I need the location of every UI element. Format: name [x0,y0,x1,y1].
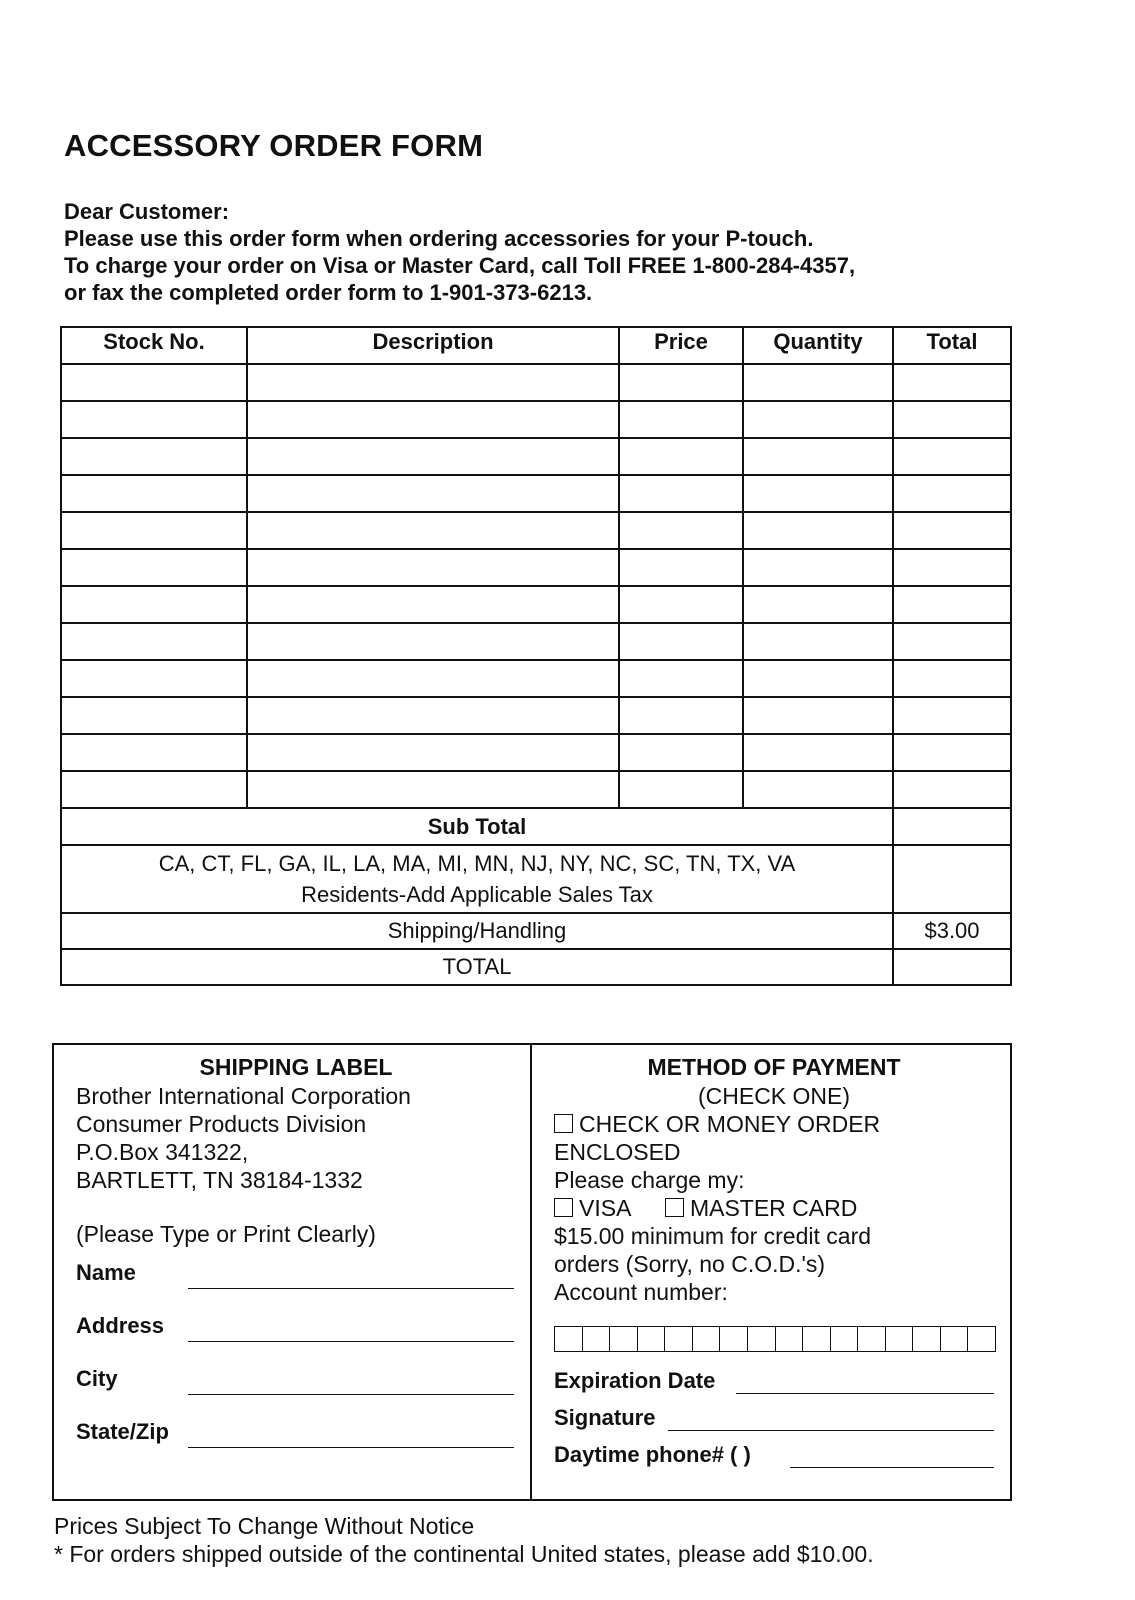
spacer [76,1194,516,1220]
state-zip-input-line[interactable] [188,1447,514,1448]
account-digit-box[interactable] [941,1327,969,1351]
payment-subheading: (CHECK ONE) [697,1083,851,1109]
account-digit-box[interactable] [720,1327,748,1351]
print-instruction: (Please Type or Print Clearly) [76,1221,376,1247]
total-cell[interactable] [893,475,1011,512]
quantity-cell[interactable] [743,771,893,808]
name-field [76,1248,516,1301]
stock-no-cell[interactable] [61,771,247,808]
stock-no-cell[interactable] [61,401,247,438]
price-cell[interactable] [619,438,743,475]
intro-line-phone: To charge your order on Visa or Master Card, call Toll FREE 1-800-284-4357, [64,253,856,278]
expiration-input-line[interactable] [736,1393,994,1394]
price-cell[interactable] [619,549,743,586]
account-digit-box[interactable] [748,1327,776,1351]
phone-input-line[interactable] [790,1467,994,1468]
account-digit-box[interactable] [693,1327,721,1351]
quantity-cell[interactable] [743,623,893,660]
address-city-state: BARTLETT, TN 38184-1332 [76,1167,363,1193]
table-row [61,660,1011,697]
price-cell[interactable] [619,512,743,549]
payment-heading: METHOD OF PAYMENT [647,1054,901,1080]
shipping-label: Shipping/Handling [61,913,893,949]
price-cell[interactable] [619,771,743,808]
visa-checkbox[interactable] [554,1198,573,1217]
account-digit-box[interactable] [665,1327,693,1351]
account-digit-box[interactable] [583,1327,611,1351]
stock-no-cell[interactable] [61,586,247,623]
charge-label: Please charge my: [554,1167,745,1193]
footer-notes [54,1512,874,1568]
account-number-boxes[interactable] [554,1326,996,1352]
quantity-cell[interactable] [743,401,893,438]
intro-line-greeting: Dear Customer: [64,199,230,224]
quantity-cell[interactable] [743,660,893,697]
city-input-line[interactable] [188,1394,514,1395]
table-row [61,697,1011,734]
table-row [61,401,1011,438]
account-digit-box[interactable] [555,1327,583,1351]
expiration-label: Expiration Date [554,1368,716,1393]
payment-section [554,1053,994,1471]
description-cell[interactable] [247,438,619,475]
quantity-cell[interactable] [743,734,893,771]
total-cell[interactable] [893,586,1011,623]
state-zip-field [76,1407,516,1460]
price-change-note: Prices Subject To Change Without Notice [54,1513,475,1539]
price-cell[interactable] [619,586,743,623]
intro-text [64,198,855,306]
check-option-label-2: ENCLOSED [554,1139,681,1165]
account-digit-box[interactable] [913,1327,941,1351]
stock-no-cell[interactable] [61,475,247,512]
stock-no-cell[interactable] [61,697,247,734]
subtotal-value-field[interactable] [893,808,1011,845]
box-divider [530,1045,532,1499]
quantity-cell[interactable] [743,586,893,623]
check-checkbox[interactable] [554,1114,573,1133]
column-total: Total [893,327,1011,364]
international-shipping-note: * For orders shipped outside of the continental United states, please add $10.00. [54,1541,874,1567]
column-stock-no: Stock No. [61,327,247,364]
quantity-cell[interactable] [743,549,893,586]
quantity-cell[interactable] [743,364,893,401]
column-description: Description [247,327,619,364]
quantity-cell[interactable] [743,438,893,475]
phone-field [554,1434,994,1471]
order-table [60,326,1012,986]
total-cell[interactable] [893,438,1011,475]
total-cell[interactable] [893,697,1011,734]
phone-label: Daytime phone# ( ) [554,1442,751,1467]
description-cell[interactable] [247,623,619,660]
expiration-field [554,1360,994,1397]
order-table-header [61,327,1011,364]
stock-no-cell[interactable] [61,734,247,771]
subtotal-label: Sub Total [61,808,893,845]
description-cell[interactable] [247,475,619,512]
address-input-line[interactable] [188,1341,514,1342]
mastercard-checkbox[interactable] [665,1198,684,1217]
sales-tax-row [61,845,1011,913]
shipping-heading: SHIPPING LABEL [199,1054,393,1080]
description-cell[interactable] [247,660,619,697]
quantity-cell[interactable] [743,475,893,512]
table-row [61,512,1011,549]
column-price: Price [619,327,743,364]
column-quantity: Quantity [743,327,893,364]
table-row [61,623,1011,660]
description-cell[interactable] [247,549,619,586]
signature-field [554,1397,994,1434]
account-digit-box[interactable] [831,1327,859,1351]
total-cell[interactable] [893,401,1011,438]
name-input-line[interactable] [188,1288,514,1289]
grand-total-value-field[interactable] [893,949,1011,985]
account-digit-box[interactable] [776,1327,804,1351]
address-po-box: P.O.Box 341322, [76,1139,249,1165]
sales-tax-label [61,845,893,913]
signature-label: Signature [554,1405,656,1430]
total-cell[interactable] [893,364,1011,401]
city-field [76,1354,516,1407]
description-cell[interactable] [247,364,619,401]
total-cell[interactable] [893,512,1011,549]
shipping-payment-box [52,1043,1012,1501]
price-cell[interactable] [619,734,743,771]
stock-no-cell[interactable] [61,623,247,660]
order-table-body [61,364,1011,985]
price-cell[interactable] [619,401,743,438]
account-digit-box[interactable] [638,1327,666,1351]
account-label: Account number: [554,1279,728,1305]
total-cell[interactable] [893,549,1011,586]
signature-input-line[interactable] [668,1430,994,1431]
quantity-cell[interactable] [743,697,893,734]
stock-no-cell[interactable] [61,512,247,549]
total-cell[interactable] [893,734,1011,771]
intro-line-fax: or fax the completed order form to 1-901-373-6213. [64,280,593,305]
grand-total-row [61,949,1011,985]
table-row [61,586,1011,623]
price-cell[interactable] [619,364,743,401]
form-title: ACCESSORY ORDER FORM [64,128,484,163]
description-cell[interactable] [247,512,619,549]
grand-total-label: TOTAL [61,949,893,985]
quantity-cell[interactable] [743,512,893,549]
visa-label: VISA [579,1195,631,1221]
description-cell[interactable] [247,734,619,771]
shipping-row [61,913,1011,949]
address-division: Consumer Products Division [76,1111,367,1137]
price-cell[interactable] [619,475,743,512]
total-cell[interactable] [893,660,1011,697]
price-cell[interactable] [619,623,743,660]
table-row [61,549,1011,586]
sales-tax-value-field[interactable] [893,845,1011,913]
stock-no-cell[interactable] [61,438,247,475]
account-digit-box[interactable] [968,1327,995,1351]
account-digit-box[interactable] [858,1327,886,1351]
account-digit-box[interactable] [610,1327,638,1351]
intro-line-instructions: Please use this order form when ordering accessories for your P-touch. [64,226,814,251]
table-row [61,438,1011,475]
tax-states: CA, CT, FL, GA, IL, LA, MA, MI, MN, NJ, NY, NC, SC, TN, TX, VA [158,851,796,876]
address-company: Brother International Corporation [76,1083,411,1109]
check-option-label: CHECK OR MONEY ORDER [579,1111,881,1137]
address-label: Address [76,1313,165,1338]
total-cell[interactable] [893,771,1011,808]
card-options [554,1194,994,1222]
description-cell[interactable] [247,697,619,734]
table-row [61,364,1011,401]
stock-no-cell[interactable] [61,660,247,697]
subtotal-row [61,808,1011,845]
address-field [76,1301,516,1354]
minimum-note-2: orders (Sorry, no C.O.D.'s) [554,1251,826,1277]
table-row [61,734,1011,771]
table-row [61,475,1011,512]
table-row [61,771,1011,808]
description-cell[interactable] [247,401,619,438]
mastercard-label: MASTER CARD [689,1195,858,1221]
total-cell[interactable] [893,623,1011,660]
description-cell[interactable] [247,771,619,808]
price-cell[interactable] [619,660,743,697]
shipping-amount: $3.00 [893,913,1011,949]
state-zip-label: State/Zip [76,1419,169,1444]
city-label: City [76,1366,118,1391]
account-digit-box[interactable] [803,1327,831,1351]
minimum-note-1: $15.00 minimum for credit card [554,1223,872,1249]
stock-no-cell[interactable] [61,364,247,401]
check-option [554,1110,994,1138]
account-digit-box[interactable] [886,1327,914,1351]
name-label: Name [76,1260,136,1285]
price-cell[interactable] [619,697,743,734]
shipping-label-section [76,1053,516,1460]
description-cell[interactable] [247,586,619,623]
tax-note: Residents-Add Applicable Sales Tax [301,882,653,907]
stock-no-cell[interactable] [61,549,247,586]
